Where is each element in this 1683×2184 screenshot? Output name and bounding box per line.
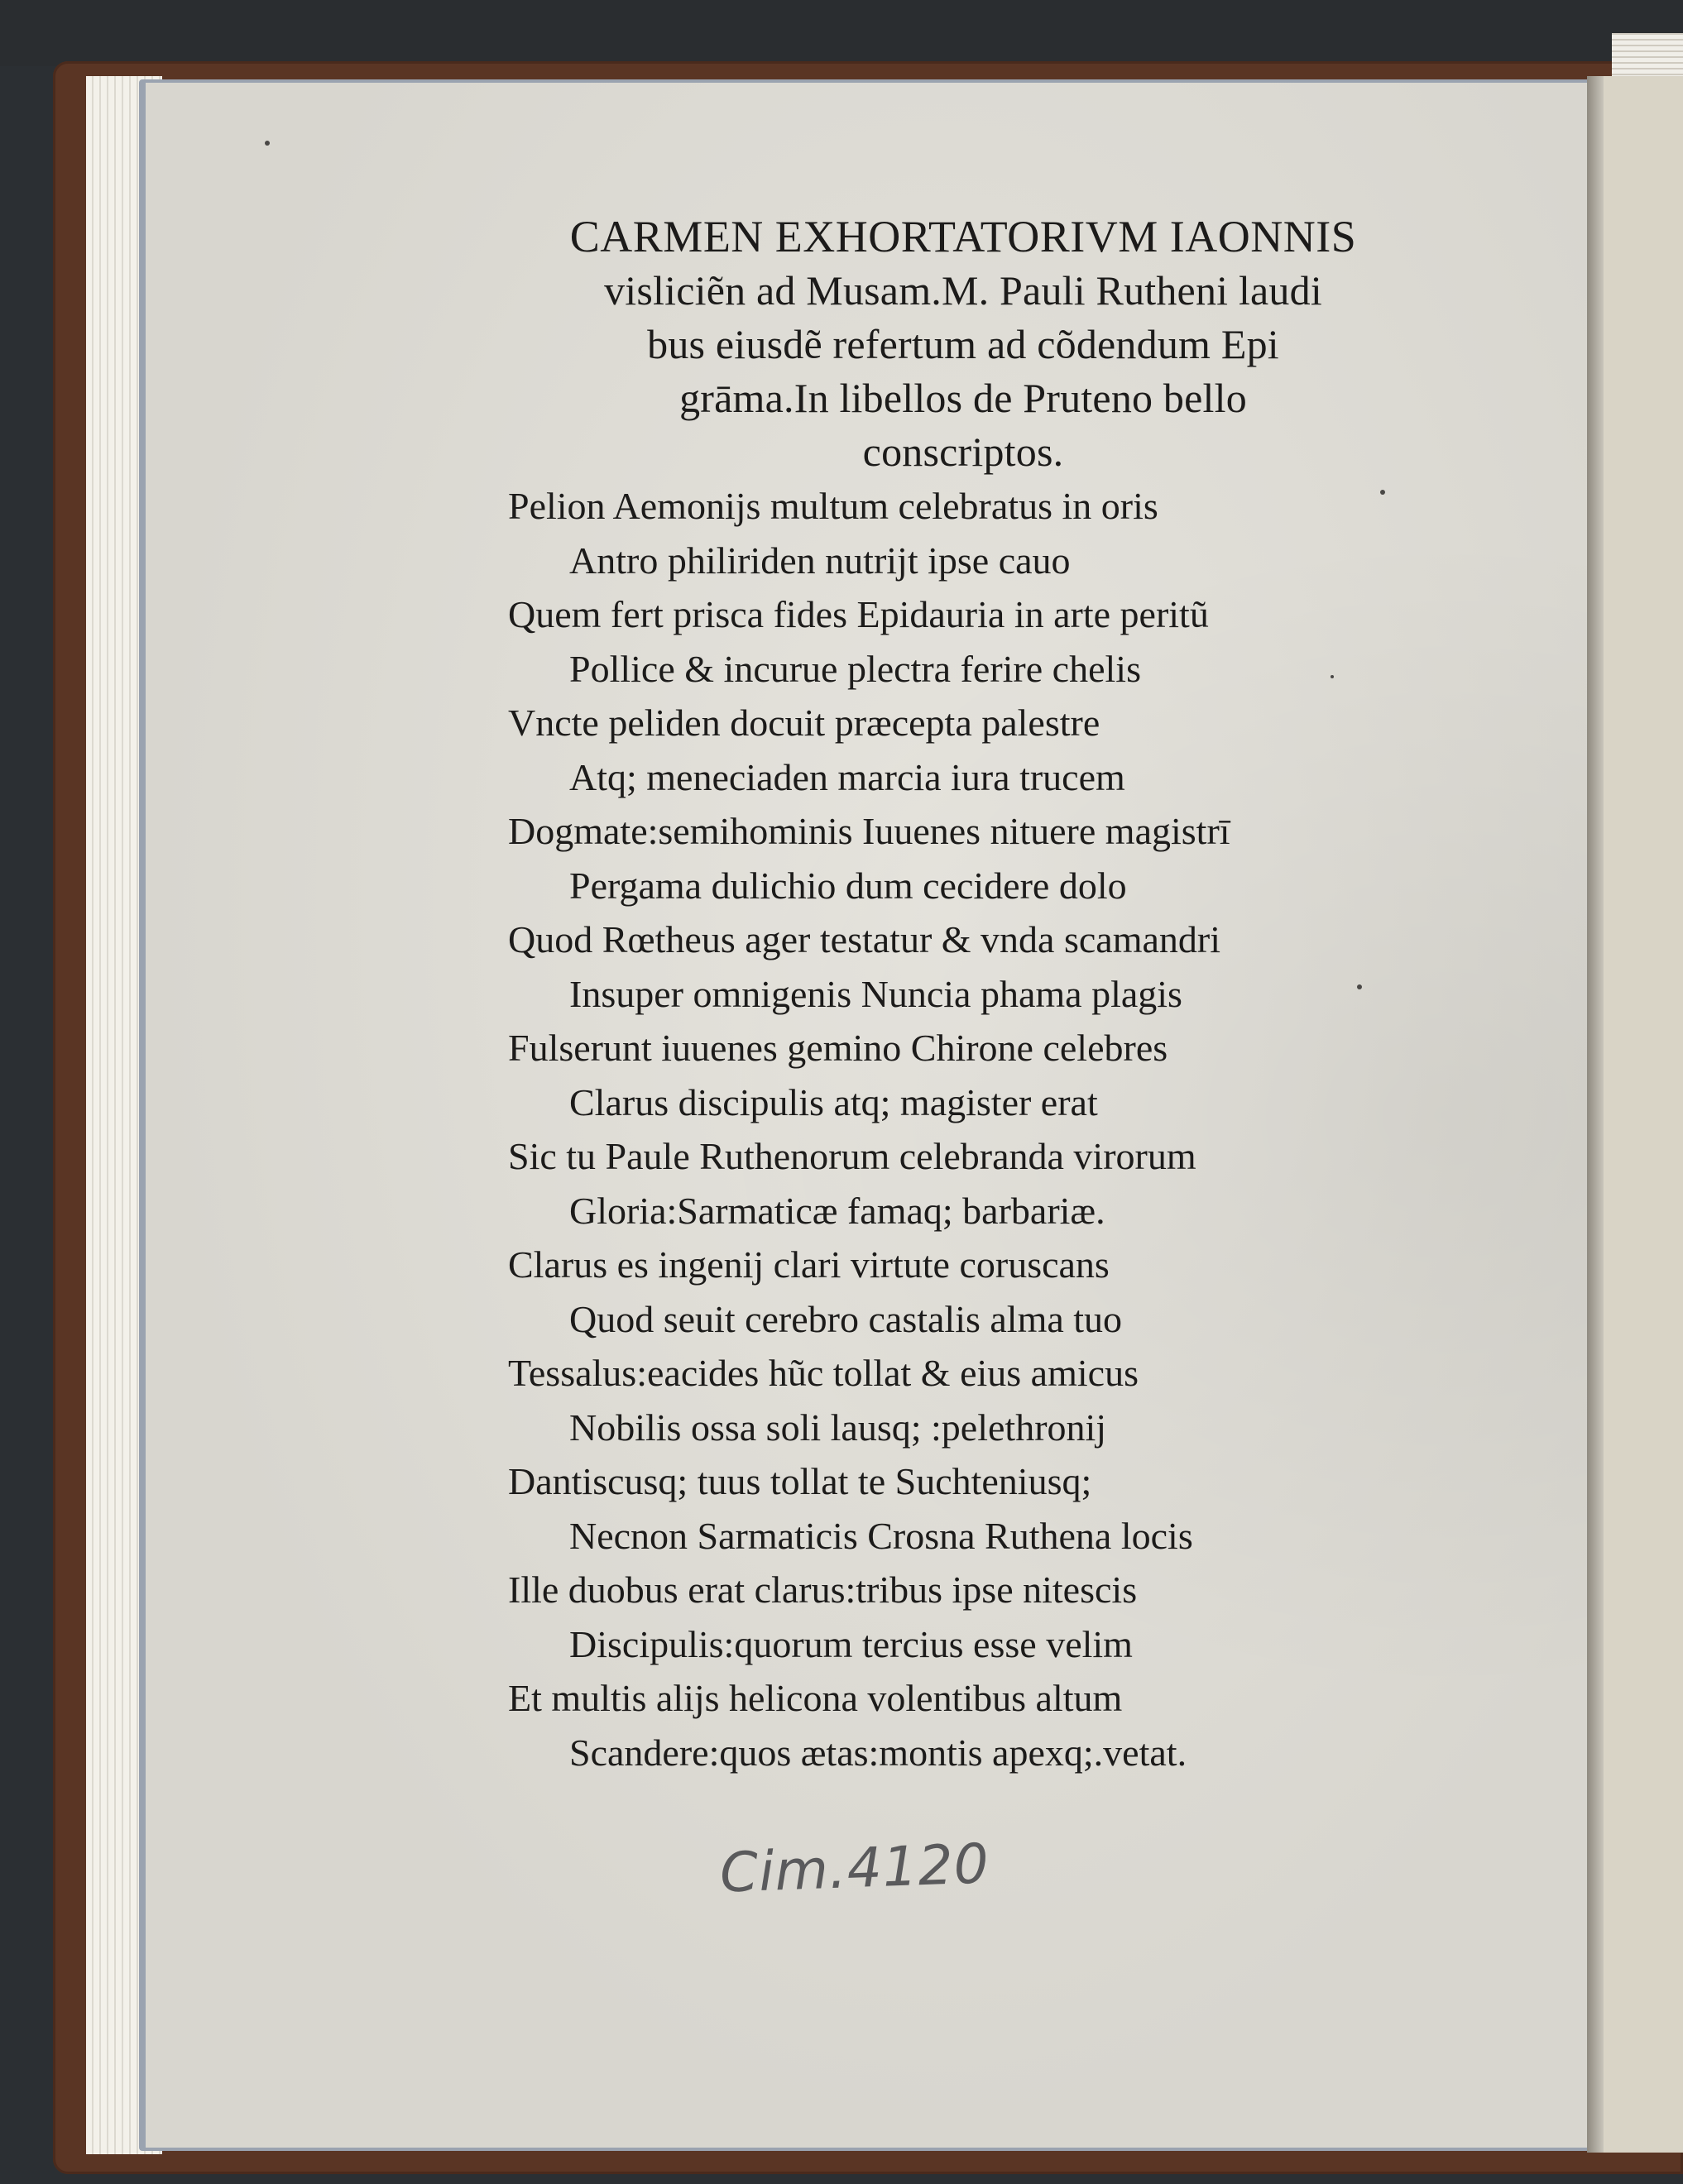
shelfmark-annotation: Cim.4120 — [718, 1832, 990, 1905]
facing-page — [1604, 76, 1683, 2153]
background — [0, 0, 1683, 66]
verse-line: Pergama dulichio dum cecidere dolo — [569, 864, 1127, 907]
verse-line: Atq; meneciaden marcia iura trucem — [569, 755, 1125, 798]
text-block — [508, 210, 1418, 1779]
heading-line: CARMEN EXHORTATORIVM IAONNIS — [569, 212, 1357, 261]
verse-line: Dogmate:semihominis Iuuenes nituere magistrī — [508, 810, 1230, 852]
heading-line: visliciẽn ad Musam.M. Pauli Rutheni laudi — [604, 267, 1322, 314]
verse-line: Quod seuit cerebro castalis alma tuo — [569, 1297, 1123, 1340]
verse-line: Clarus es ingenij clari virtute coruscans — [508, 1243, 1110, 1286]
heading-line: conscriptos. — [862, 429, 1064, 475]
heading-line: bus eiusdẽ refertum ad cõdendum Epi — [647, 321, 1279, 367]
verse-line: Ille duobus erat clarus:tribus ipse nitescis — [508, 1569, 1138, 1611]
ink-speck — [1380, 490, 1385, 495]
verse-line: Pollice & incurue plectra ferire chelis — [569, 647, 1141, 690]
verse-line: Necnon Sarmaticis Crosna Ruthena locis — [569, 1514, 1193, 1557]
verse-line: Quem fert prisca fides Epidauria in arte peritũ — [508, 593, 1209, 635]
poem-verses — [508, 479, 1418, 1779]
verse-line: Antro philiriden nutrijt ipse cauo — [569, 539, 1071, 582]
verse-line: Gloria:Sarmaticæ famaq; barbariæ. — [569, 1189, 1105, 1232]
verse-line: Sic tu Paule Ruthenorum celebranda virorum — [508, 1135, 1196, 1177]
verse-line: Quod Rœtheus ager testatur & vnda scamandri — [508, 918, 1220, 960]
verse-line: Clarus discipulis atq; magister erat — [569, 1080, 1098, 1123]
verse-line: Tessalus:eacides hũc tollat & eius amicus — [508, 1352, 1139, 1394]
verse-line: Fulserunt iuuenes gemino Chirone celebres — [508, 1027, 1168, 1069]
verse-line: Pelion Aemonijs multum celebratus in oris — [508, 485, 1158, 527]
poem-heading — [508, 210, 1418, 479]
verse-line: Et multis alijs helicona volentibus altum — [508, 1677, 1123, 1719]
verse-line: Nobilis ossa soli lausq; :pelethronij — [569, 1406, 1107, 1449]
verse-line: Dantiscusq; tuus tollat te Suchteniusq; — [508, 1460, 1092, 1502]
ink-speck — [1331, 675, 1334, 678]
ink-speck — [265, 141, 270, 146]
page-stack-right — [1612, 33, 1683, 79]
verse-line: Insuper omnigenis Nuncia phama plagis — [569, 972, 1182, 1015]
heading-line: grāma.In libellos de Pruteno bello — [679, 375, 1247, 421]
verse-line: Discipulis:quorum tercius esse velim — [569, 1622, 1133, 1665]
verse-line: Scandere:quos ætas:montis apexq;.vetat. — [569, 1731, 1187, 1774]
ink-speck — [1357, 984, 1362, 989]
verse-line: Vncte peliden docuit præcepta palestre — [508, 702, 1100, 744]
book-gutter — [1587, 76, 1604, 2153]
